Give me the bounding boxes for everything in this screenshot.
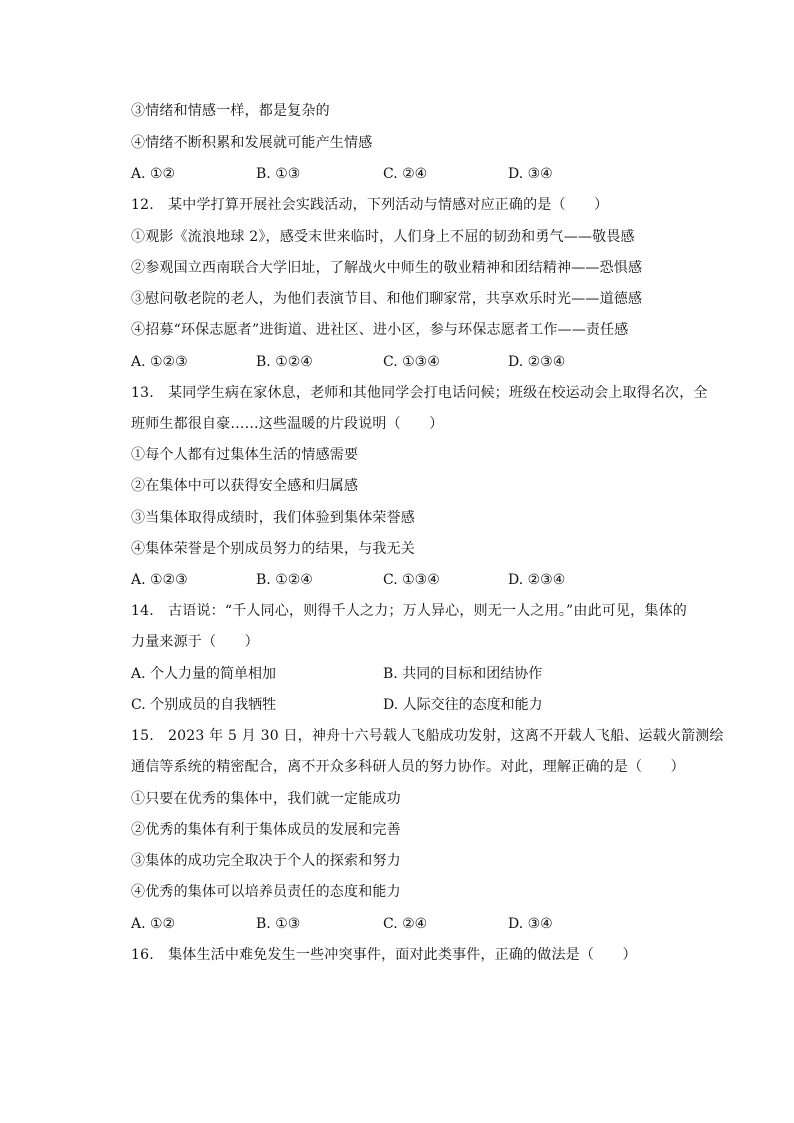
q15-item-1: ①只要在优秀的集体中，我们就一定能成功 [131,791,401,807]
q12-options [131,352,691,372]
q15-stem-line-1: 15. 2023 年 5 月 30 日，神舟十六号载人飞船成功发射，这离不开载人飞船、运载火箭测绘 [131,728,724,744]
q14-options-row-2 [131,695,691,715]
q13-option-a: A. ①②③ [131,572,188,588]
q15-item-2: ②优秀的集体有利于集体成员的发展和完善 [131,822,401,838]
q14-stem-line-1: 14. 古语说：“千人同心，则得千人之力；万人异心，则无一人之用。”由此可见，集体的 [131,603,687,619]
q13-item-1: ①每个人都有过集体生活的情感需要 [131,447,359,463]
q12-item-3: ③慰问敬老院的老人，为他们表演节目、和他们聊家常，共享欢乐时光——道德感 [131,291,643,307]
q11-option-c: C. ②④ [383,166,428,182]
q15-item-4: ④优秀的集体可以培养员责任的态度和能力 [131,884,401,900]
q14-stem-line-2: 力量来源于（ ） [131,634,259,650]
q11-option-b: B. ①③ [256,166,301,182]
q11-item-4: ④情绪不断积累和发展就可能产生情感 [131,135,373,151]
q14-option-c: C. 个别成员的自我牺牲 [131,697,277,713]
q14-options-row-1 [131,664,691,684]
q13-option-c: C. ①③④ [383,572,440,588]
q15-stem-line-2: 通信等系统的精密配合，离不开众多科研人员的努力协作。对此，理解正确的是（ ） [131,759,685,775]
q13-stem-line-2: 班师生都很自豪……这些温暖的片段说明（ ） [131,416,444,432]
q13-options [131,570,691,590]
q12-option-d: D. ②③④ [508,354,566,370]
q11-option-a: A. ①② [131,166,176,182]
q12-option-a: A. ①②③ [131,354,188,370]
q15-option-a: A. ①② [131,916,176,932]
q12-stem: 12. 某中学打算开展社会实践活动，下列活动与情感对应正确的是（ ） [131,197,609,213]
q13-item-3: ③当集体取得成绩时，我们体验到集体荣誉感 [131,510,415,526]
q13-option-d: D. ②③④ [508,572,566,588]
q15-option-b: B. ①③ [256,916,301,932]
q11-item-3: ③情绪和情感一样，都是复杂的 [131,103,330,119]
q13-item-4: ④集体荣誉是个别成员努力的结果，与我无关 [131,541,415,557]
q14-option-b: B. 共同的目标和团结协作 [383,666,543,682]
q15-options [131,914,691,934]
q14-option-a: A. 个人力量的简单相加 [131,666,277,682]
q15-option-c: C. ②④ [383,916,428,932]
q11-option-d: D. ③④ [508,166,553,182]
q11-options [131,164,691,184]
q14-option-d: D. 人际交往的态度和能力 [383,697,543,713]
q12-item-4: ④招募“环保志愿者”进街道、进社区、进小区，参与环保志愿者工作——责任感 [131,322,629,338]
q15-item-3: ③集体的成功完全取决于个人的探索和努力 [131,853,401,869]
q12-option-c: C. ①③④ [383,354,440,370]
q13-stem-line-1: 13. 某同学生病在家休息，老师和其他同学会打电话问候；班级在校运动会上取得名次，全 [131,385,708,401]
q13-option-b: B. ①②④ [256,572,313,588]
q12-item-1: ①观影《流浪地球 2》，感受末世来临时，人们身上不屈的韧劲和勇气——敬畏感 [131,229,635,245]
q12-item-2: ②参观国立西南联合大学旧址，了解战火中师生的敬业精神和团结精神——恐惧感 [131,260,643,276]
q16-stem: 16. 集体生活中难免发生一些冲突事件，面对此类事件，正确的做法是（ ） [131,947,637,963]
q15-option-d: D. ③④ [508,916,553,932]
q12-option-b: B. ①②④ [256,354,313,370]
q13-item-2: ②在集体中可以获得安全感和归属感 [131,478,359,494]
